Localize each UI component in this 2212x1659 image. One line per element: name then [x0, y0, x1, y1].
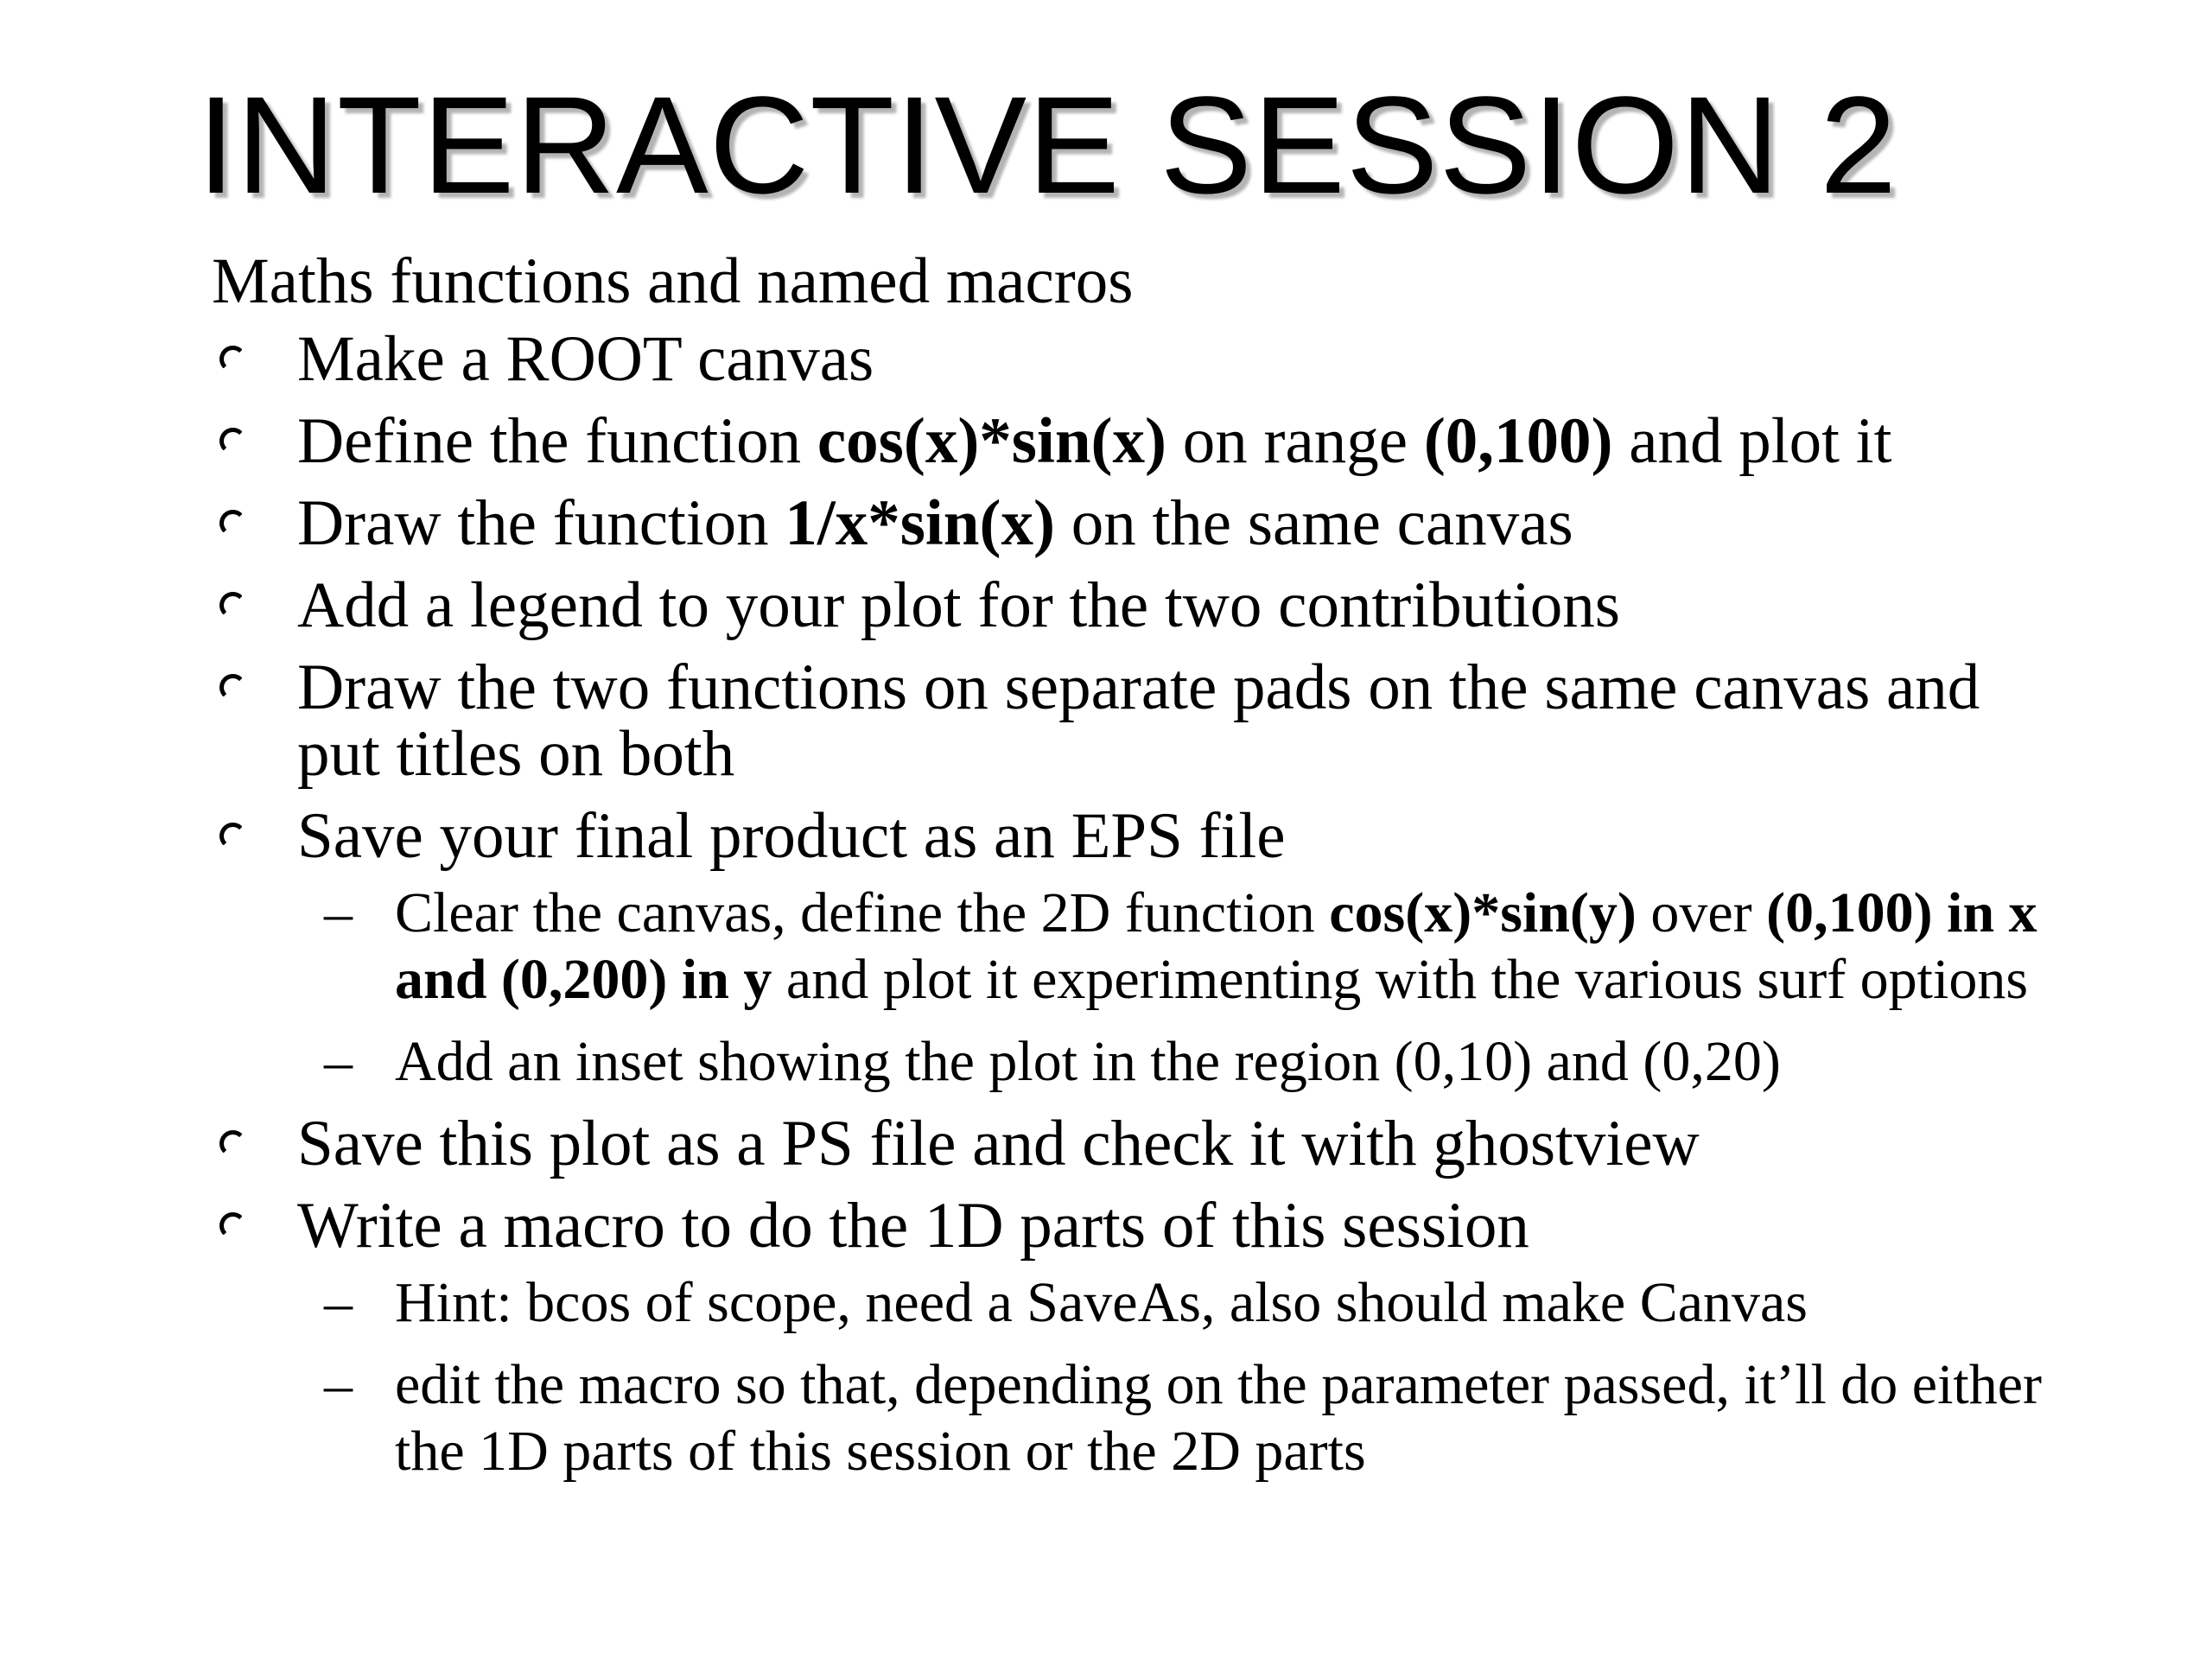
intro-text: Maths functions and named macros: [212, 245, 1134, 317]
item-bold-function: cos(x)*sin(x): [817, 405, 1166, 477]
bullet-icon: [219, 510, 242, 532]
slide-body: [212, 244, 2044, 1500]
bullet-icon: [219, 592, 242, 614]
bullet-icon: [219, 674, 242, 696]
sub-list: [212, 1269, 2044, 1484]
sub-item-bold-function: cos(x)*sin(y): [1329, 881, 1637, 944]
item-text: Add a legend to your plot for the two contributions: [297, 569, 1620, 641]
item-text: on the same canvas: [1054, 487, 1573, 559]
list-item-save-ps: [212, 1110, 2044, 1177]
list-item-make-canvas: [212, 323, 2044, 395]
item-text: Draw the function: [297, 487, 785, 559]
list-item-separate-pads: [212, 652, 2044, 790]
sub-item-text: Hint: bcos of scope, need a SaveAs, also should make Canvas: [395, 1271, 1808, 1334]
sub-item-inset: [212, 1028, 2044, 1095]
sub-item-text: edit the macro so that, depending on the parameter passed, it’ll do either the 1D parts of this session or the 2D parts: [395, 1353, 2043, 1483]
sub-item-hint: [212, 1269, 2044, 1336]
list-item-add-legend: [212, 569, 2044, 641]
slide-title: INTERACTIVE SESSION 2: [197, 67, 1898, 222]
item-text: Write a macro to do the 1D parts of this session: [297, 1190, 1529, 1262]
item-text: Draw the two functions on separate pads on the same canvas and put titles on both: [297, 652, 1980, 790]
dash-bullet: –: [324, 881, 353, 944]
item-bold-function: 1/x*sin(x): [785, 487, 1055, 559]
bullet-icon: [219, 428, 242, 450]
sub-item-2d-function: [212, 880, 2044, 1013]
list-item-save-eps: [212, 800, 2044, 1095]
sub-item-text: and plot it experimenting with the various surf options: [772, 948, 2029, 1011]
item-bold-range: (0,100): [1423, 405, 1613, 477]
sub-item-edit-macro: [212, 1351, 2044, 1484]
dash-bullet: –: [324, 1353, 353, 1416]
bullet-icon: [219, 1212, 242, 1235]
dash-bullet: –: [324, 1030, 353, 1093]
list-item-define-function: [212, 405, 2044, 477]
bullet-icon: [219, 823, 242, 845]
bullet-icon: [219, 1130, 242, 1153]
bullet-icon: [219, 346, 242, 368]
sub-item-text: over: [1636, 881, 1767, 944]
item-text: and plot it: [1612, 405, 1892, 477]
sub-item-text: Add an inset showing the plot in the region (0,10) and (0,20): [395, 1030, 1781, 1093]
item-text: Make a ROOT canvas: [297, 323, 874, 395]
bullet-list: [212, 323, 2044, 1484]
sub-item-text: Clear the canvas, define the 2D function: [395, 881, 1330, 944]
list-item-write-macro: [212, 1192, 2044, 1484]
item-text: on range: [1166, 405, 1424, 477]
item-text: Define the function: [297, 405, 817, 477]
item-text: Save your final product as an EPS file: [297, 800, 1286, 872]
sub-item-bold-range: (0,100) in x and (0,200) in y: [395, 881, 2037, 1011]
sub-list: [212, 880, 2044, 1095]
list-item-draw-function: [212, 487, 2044, 559]
item-text: Save this plot as a PS file and check it with ghostview: [297, 1108, 1700, 1179]
dash-bullet: –: [324, 1271, 353, 1334]
